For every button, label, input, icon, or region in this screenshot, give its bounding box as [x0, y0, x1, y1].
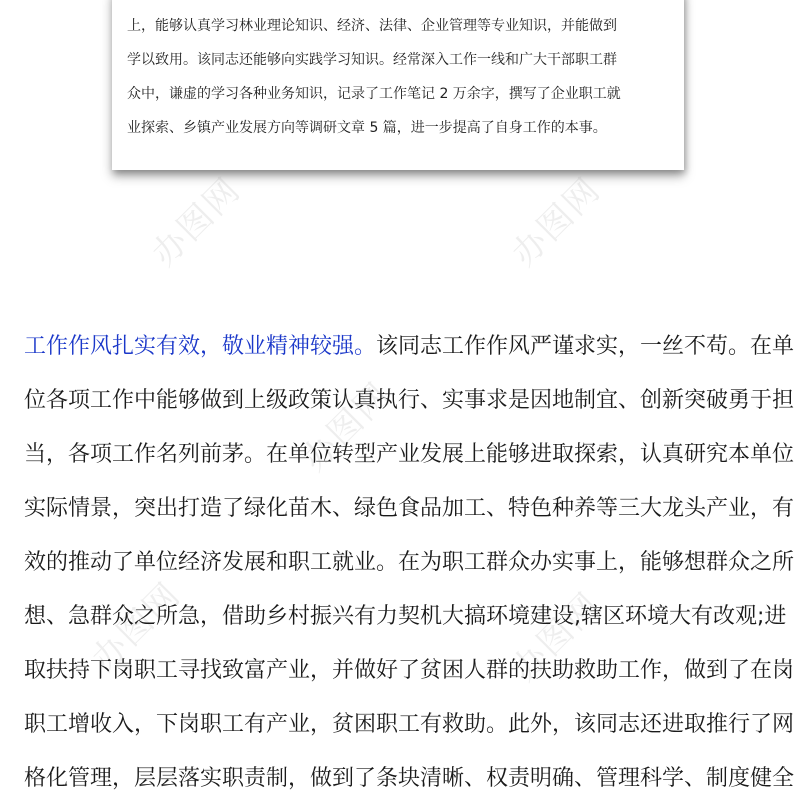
watermark: 办图网	[144, 169, 249, 275]
preview-line: 众中，谦虚的学习各种业务知识，记录了工作笔记 2 万余字，撰写了企业职工就	[127, 86, 621, 102]
preview-line: 上，能够认真学习林业理论知识、经济、法律、企业管理等专业知识，并能做到	[127, 18, 617, 34]
preview-line: 业探索、乡镇产业发展方向等调研文章 5 篇，进一步提高了自身工作的本事。	[127, 120, 607, 136]
body-line-text: 该同志工作作风严谨求实，一丝不苟。在单	[376, 334, 795, 359]
body-line: 职工增收入，下岗职工有产业，贫困职工有救助。此外，该同志还进取推行了网	[24, 712, 795, 737]
body-line: 取扶持下岗职工寻找致富产业，并做好了贫困人群的扶助救助工作，做到了在岗	[24, 658, 795, 683]
watermark: 办图网	[504, 169, 609, 275]
body-line: 想、急群众之所急，借助乡村振兴有力契机大搞环境建设,辖区环境大有改观;进	[24, 604, 787, 629]
body-line: 位各项工作中能够做到上级政策认真执行、实事求是因地制宜、创新突破勇于担	[24, 388, 795, 413]
watermark: 办图网	[84, 574, 189, 680]
watermark: 办图网	[504, 584, 609, 690]
preview-line	[127, 0, 617, 3]
paragraph-heading: 工作作风扎实有效，敬业精神较强。	[24, 334, 377, 359]
body-line: 格化管理，层层落实职责制，做到了条块清晰、权责明确、管理科学、制度健全	[24, 766, 795, 791]
body-line: 实际情景，突出打造了绿化苗木、绿色食品加工、特色种养等三大龙头产业，有	[24, 496, 795, 521]
body-line: 当，各项工作名列前茅。在单位转型产业发展上能够进取探索，认真研究本单位	[24, 442, 795, 467]
document-preview-card	[112, 0, 684, 170]
body-line	[24, 320, 795, 374]
body-line: 效的推动了单位经济发展和职工就业。在为职工群众办实事上，能够想群众之所	[24, 550, 795, 575]
body-paragraph	[24, 320, 795, 800]
preview-line: 学以致用。该同志还能够向实践学习知识。经常深入工作一线和广大干部职工群	[127, 52, 617, 68]
watermark: 办图网	[294, 374, 399, 480]
